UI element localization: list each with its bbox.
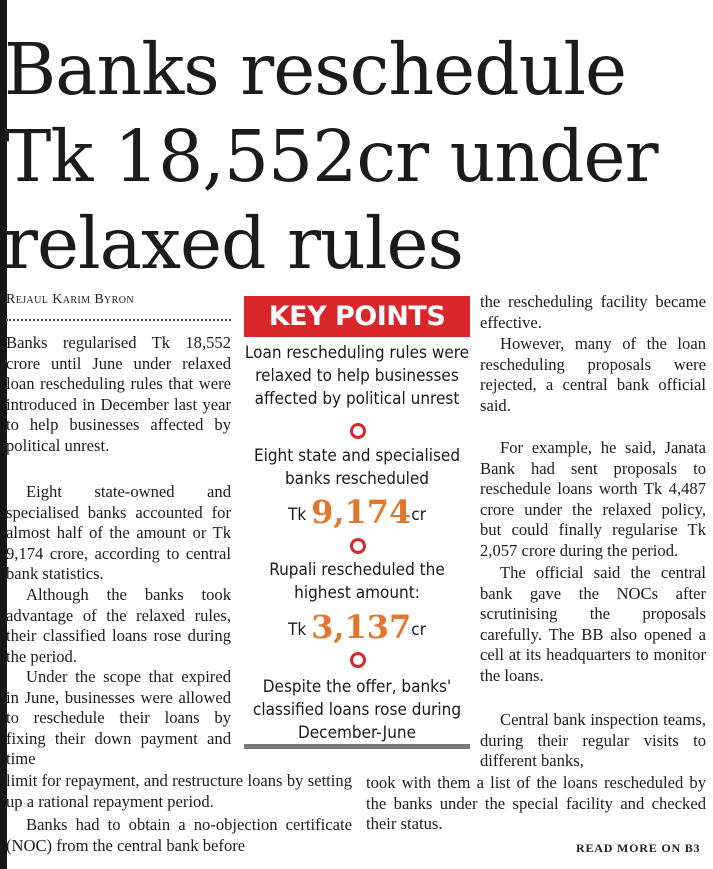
figure-suffix: cr	[411, 620, 426, 640]
paragraph-6: the rescheduling facility became effective.	[480, 292, 706, 332]
paragraph-5: Banks had to obtain a no-objection certificate (NOC) from the central bank before	[6, 815, 352, 855]
paragraph-7: However, many of the loan rescheduling proposals were rejected, a central bank official said.	[480, 334, 706, 415]
bullet-ring-icon	[350, 423, 366, 439]
key-point-1: Loan rescheduling rules were relaxed to help businesses affected by political unrest	[244, 343, 470, 409]
key-points-box	[244, 296, 470, 756]
paragraph-10-end: took with them a list of the loans rescheduled by the banks under the special facility and checked their status.	[366, 773, 706, 834]
paragraph-4-start: Under the scope that expired in June, businesses were allowed to reschedule their loans by fixing their down payment and time	[6, 667, 231, 769]
paragraph-9: The official said the central bank gave the NOCs after scrutinising the proposals carefully. The BB also opened a cell at its headquarters to monitor the loans.	[480, 563, 706, 685]
paragraph-1: Banks regularised Tk 18,552 crore until June under relaxed loan rescheduling rules that were introduced in December last year to help businesses affected by political unrest.	[6, 333, 231, 455]
figure-prefix: Tk	[288, 505, 307, 525]
paragraph-10-start: Central bank inspection teams, during their regular visits to different banks,	[480, 710, 706, 771]
key-points-bottom-rule	[244, 744, 470, 749]
figure-value: 3,137	[311, 608, 412, 646]
paragraph-2: Eight state-owned and specialised banks accounted for almost half of the amount or Tk 9,174 crore, according to central bank statistics.	[6, 482, 231, 584]
figure-suffix: cr	[411, 505, 426, 525]
byline-divider	[6, 319, 231, 321]
paragraph-4-end: limit for repayment, and restructure loans by setting up a rational repayment period.	[6, 771, 352, 811]
key-point-3: Rupali rescheduled the highest amount:	[269, 560, 445, 603]
figure-value: 9,174	[311, 493, 412, 531]
key-point-2-figure	[244, 493, 470, 531]
key-point-3-figure	[244, 608, 470, 646]
bullet-ring-icon	[350, 538, 366, 554]
key-point-2: Eight state and specialised banks rescheduled	[253, 446, 461, 489]
byline: Rejaul Karim Byron	[6, 292, 134, 307]
paragraph-3: Although the banks took advantage of the relaxed rules, their classified loans rose during the period.	[6, 585, 231, 666]
key-points-header: KEY POINTS	[244, 296, 470, 337]
bullet-ring-icon	[350, 652, 366, 668]
paragraph-8: For example, he said, Janata Bank had sent proposals to reschedule loans worth Tk 4,487 crore under the relaxed policy, but could finally regularise Tk 2,057 crore during the period.	[480, 438, 706, 560]
figure-prefix: Tk	[288, 620, 307, 640]
read-more-link[interactable]: READ MORE ON B3	[576, 841, 701, 855]
key-point-4: Despite the offer, banks' classified loans rose during December-June	[252, 677, 462, 743]
headline: Banks reschedule Tk 18,552cr under relaxed rules	[4, 28, 658, 285]
